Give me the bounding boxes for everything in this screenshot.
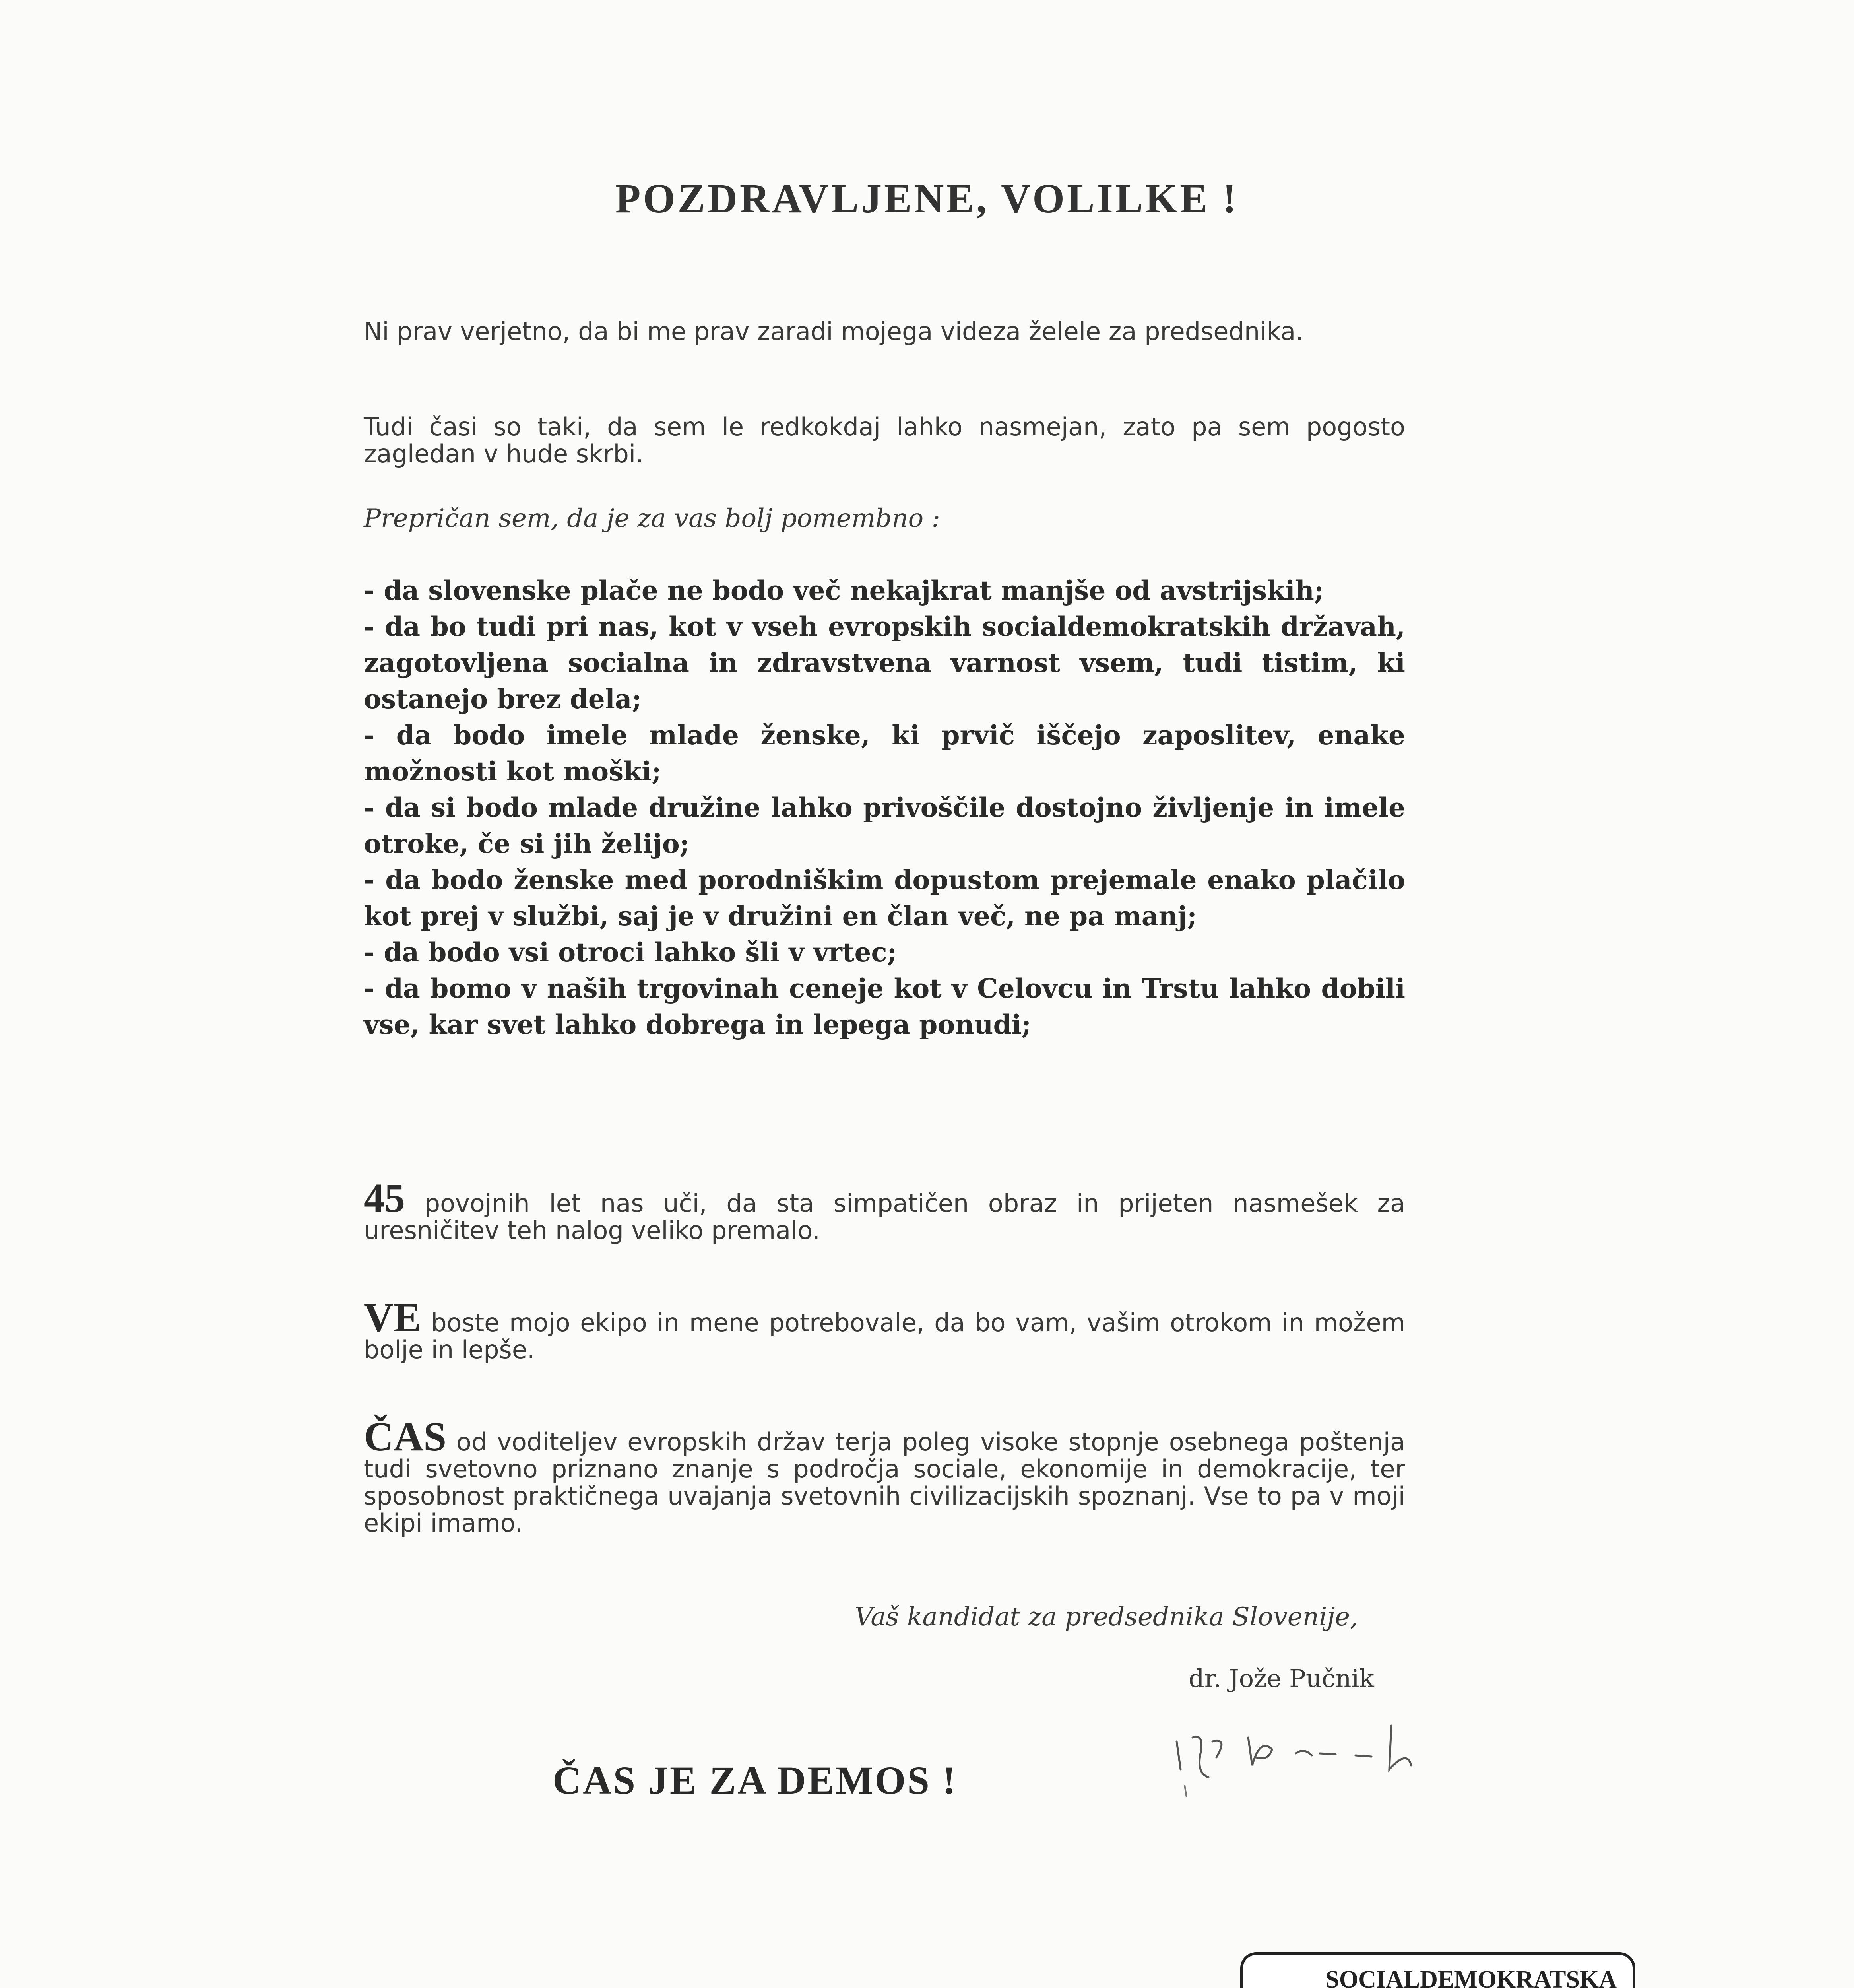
sdzs-logo [1240, 1952, 1635, 1988]
list-item: - da slovenske plače ne bodo več nekajkrat manjše od avstrijskih; [364, 575, 1324, 606]
list-item: - da si bodo mlade družine lahko privoščile dostojno življenje in imele otroke, če si jih želijo; [364, 792, 1405, 859]
paragraph-ve-text: boste mojo ekipo in mene potrebovale, da bo vam, vašim otrokom in možem bolje in lepše. [364, 1308, 1405, 1364]
paragraph-cas-lead: ČAS [364, 1414, 447, 1460]
paragraph-45-lead: 45 [364, 1175, 405, 1221]
intro-paragraph-2: Tudi časi so taki, da sem le redkokdaj lahko nasmejan, zato pa sem pogosto zagledan v hude skrbi. [364, 412, 1405, 468]
paragraph-ve-lead: VE [364, 1295, 421, 1340]
logo-organization-name [1325, 1967, 1617, 1988]
demands-list [364, 573, 1405, 1043]
closing-line: Vaš kandidat za predsednika Slovenije, [855, 1602, 1358, 1632]
list-item: - da bo tudi pri nas, kot v vseh evropskih socialdemokratskih državah, zagotovljena socialna in zdravstvena varnost vsem, tudi tistim, ki ostanejo brez dela; [364, 611, 1405, 714]
paragraph-cas-text: od voditeljev evropskih držav terja poleg visoke stopnje osebnega poštenja tudi svetovno priznano znanje s področja sociale, ekonomije in demokracije, ter sposobnost praktičnega uvajanja svetovnih civilizacijskih spoznanj. Vse to pa v moji ekipi imamo. [364, 1427, 1405, 1538]
list-item: - da bodo ženske med porodniškim dopustom prejemale enako plačilo kot prej v službi, saj je v družini en član več, ne pa manj; [364, 864, 1405, 932]
campaign-slogan: ČAS JE ZA DEMOS ! [553, 1758, 958, 1802]
intro-paragraph-1: Ni prav verjetno, da bi me prav zaradi mojega videza želele za predsednika. [364, 317, 1303, 346]
paragraph-45-text: povojnih let nas uči, da sta simpatičen obraz in prijeten nasmešek za uresničitev teh nalog veliko premalo. [364, 1189, 1405, 1245]
page-heading: POZDRAVLJENE, VOLILKE ! [615, 176, 1239, 221]
logo-line-1: SOCIALDEMOKRATSKA [1325, 1966, 1617, 1988]
paragraph-cas [364, 1414, 1405, 1538]
list-item: - da bomo v naših trgovinah ceneje kot v Celovcu in Trstu lahko dobili vse, kar svet lahko dobrega in lepega ponudi; [364, 973, 1405, 1040]
paragraph-45 [364, 1175, 1405, 1245]
intro-lead: Prepričan sem, da je za vas bolj pomembno : [364, 504, 940, 533]
paragraph-ve [364, 1295, 1405, 1364]
handwritten-signature [1169, 1710, 1526, 1805]
list-item: - da bodo imele mlade ženske, ki prvič iščejo zaposlitev, enake možnosti kot moški; [364, 720, 1405, 787]
signer-name: dr. Jože Pučnik [1189, 1664, 1374, 1693]
list-item: - da bodo vsi otroci lahko šli v vrtec; [364, 937, 897, 968]
